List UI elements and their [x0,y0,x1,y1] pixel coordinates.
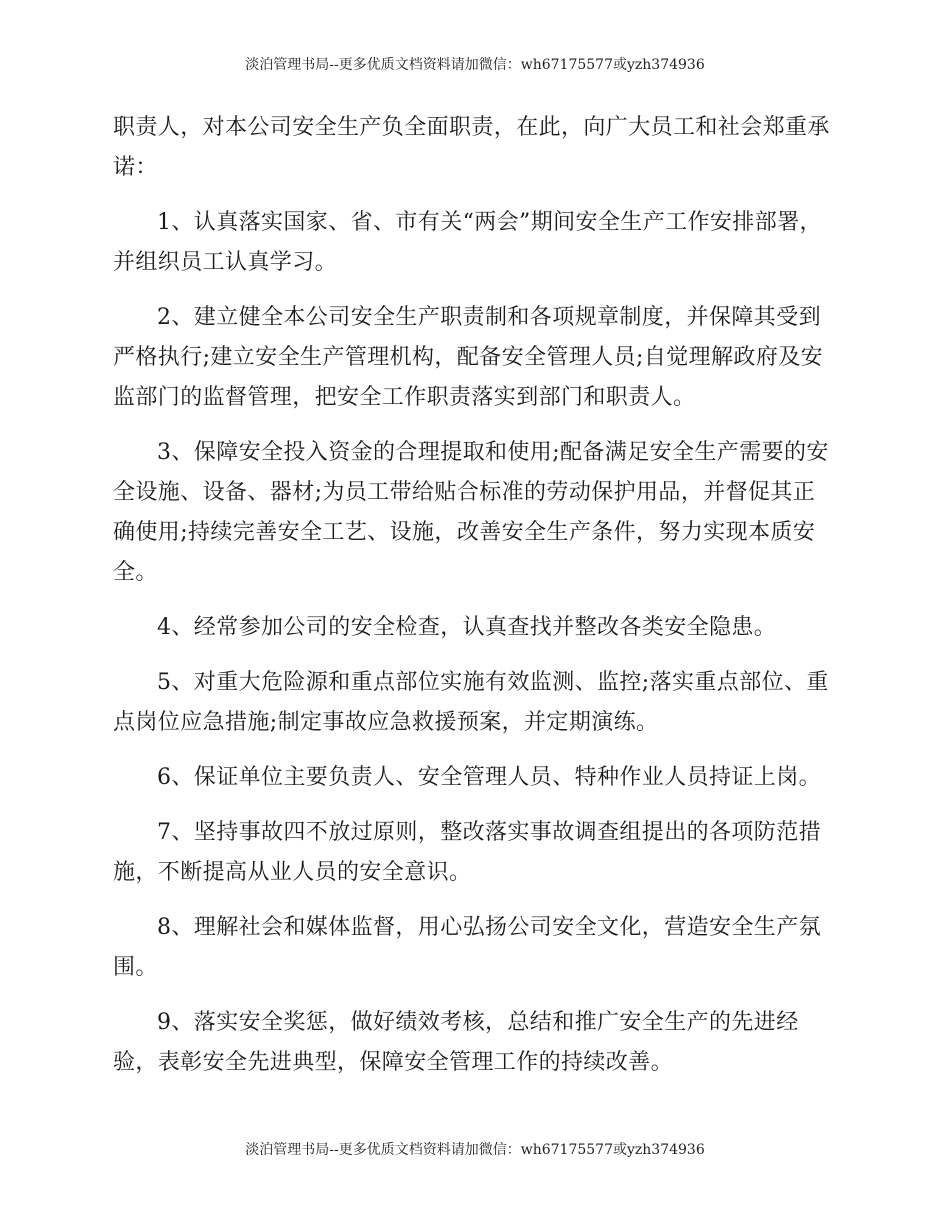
page-footer: 淡泊管理书局--更多优质文档资料请加微信：wh67175577或yzh374936 [245,1142,705,1158]
paragraph-item-1: 1、认真落实国家、省、市有关“两会”期间安全生产工作安排部署，并组织员工认真学习。 [113,210,822,275]
page-header: 淡泊管理书局--更多优质文档资料请加微信：wh67175577或yzh374936 [245,57,705,73]
paragraph-item-4: 4、经常参加公司的安全检查，认真查找并整改各类安全隐患。 [157,615,777,640]
paragraph-item-6: 6、保证单位主要负责人、安全管理人员、特种作业人员持证上岗。 [157,765,821,790]
paragraph-item-2: 2、建立健全本公司安全生产职责制和各项规章制度，并保障其受到严格执行;建立安全生产管理机构，配备安全管理人员;自觉理解政府及安监部门的监督管理，把安全工作职责落实到部门和职责人。 [113,305,824,410]
paragraph-item-9: 9、落实安全奖惩，做好绩效考核，总结和推广安全生产的先进经验，表彰安全先进典型，保障安全管理工作的持续改善。 [113,1010,799,1075]
paragraph-continuation: 职责人，对本公司安全生产负全面职责，在此，向广大员工和社会郑重承诺： [113,115,830,180]
paragraph-item-7: 7、坚持事故四不放过原则，整改落实事故调查组提出的各项防范措施，不断提高从业人员的安全意识。 [113,820,821,885]
paragraph-item-5: 5、对重大危险源和重点部位实施有效监测、监控;落实重点部位、重点岗位应急措施;制定事故应急救援预案，并定期演练。 [113,670,829,735]
paragraph-item-3: 3、保障安全投入资金的合理提取和使用;配备满足安全生产需要的安全设施、设备、器材;为员工带给贴合标准的劳动保护用品，并督促其正确使用;持续完善安全工艺、设施，改善安全生产条件，努力实现本质安全。 [113,440,829,585]
paragraph-item-8: 8、理解社会和媒体监督，用心弘扬公司安全文化，营造安全生产氛围。 [113,915,821,980]
document-body [113,108,833,1083]
